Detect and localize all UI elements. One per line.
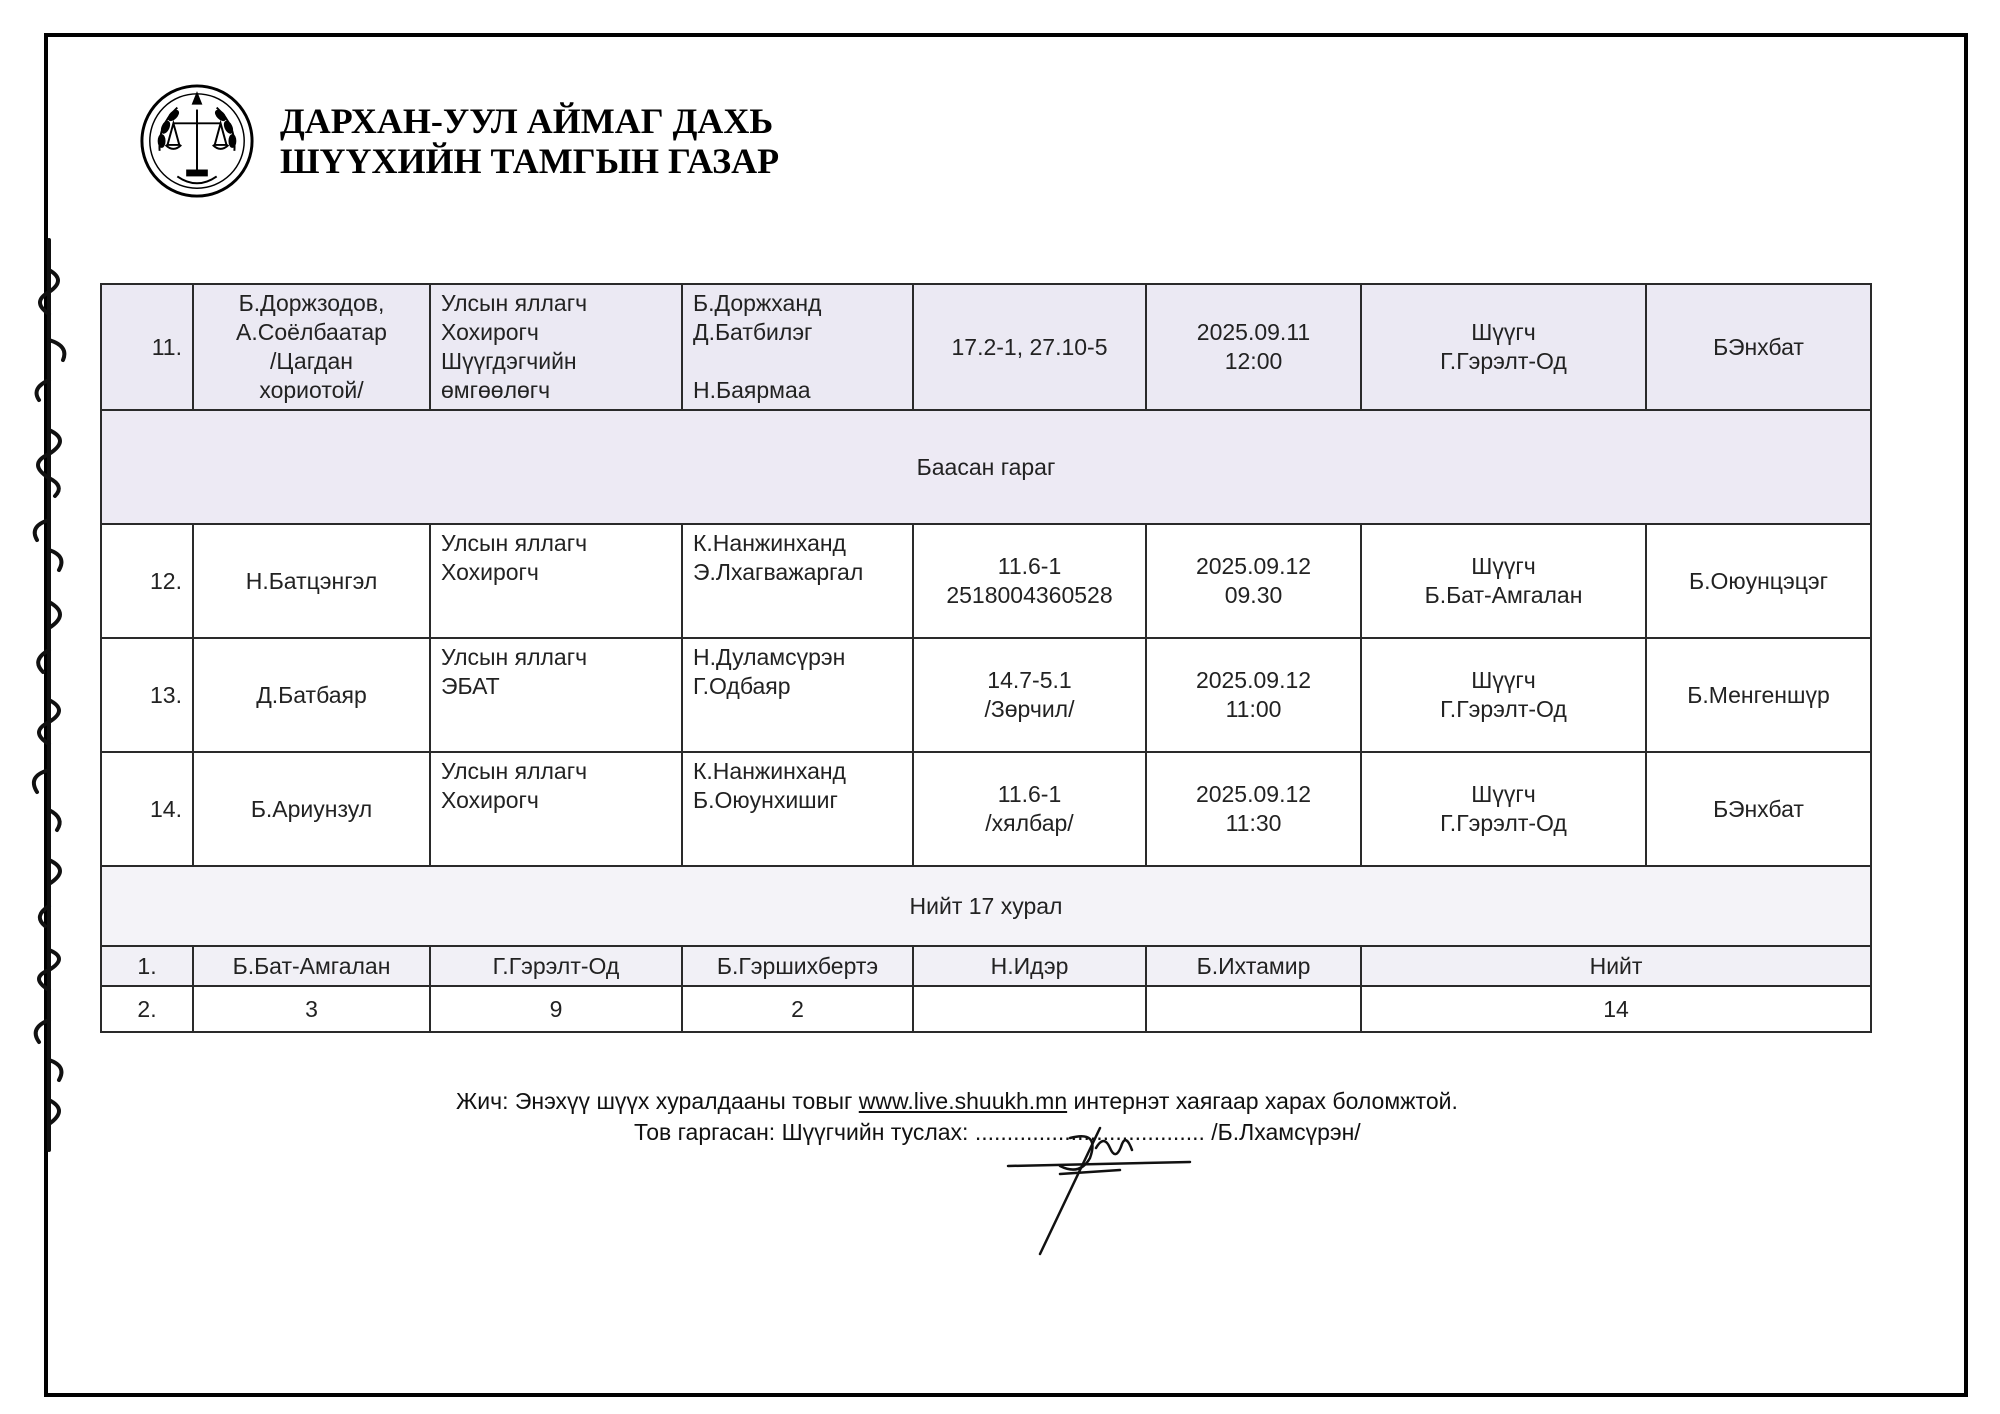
parties-cell bbox=[682, 284, 913, 410]
clerk-cell: БЭнхбат bbox=[1646, 752, 1871, 866]
schedule-table bbox=[100, 283, 1872, 1033]
cell-line: 11:00 bbox=[1225, 696, 1282, 722]
defendant-cell bbox=[193, 284, 430, 410]
cell-line: 2518004360528 bbox=[946, 582, 1113, 608]
summary-cell: 14 bbox=[1361, 986, 1871, 1032]
organization-name-line1: ДАРХАН-УУЛ АЙМАГ ДАХЬ bbox=[280, 101, 774, 141]
cell-line: 12:00 bbox=[1224, 348, 1283, 374]
summary-cell: 2 bbox=[682, 986, 913, 1032]
article-cell bbox=[913, 752, 1146, 866]
cell-line: Н.Баярмаа bbox=[693, 377, 811, 403]
parties-cell bbox=[682, 752, 913, 866]
schedule-website-link[interactable]: www.live.shuukh.mn bbox=[858, 1088, 1068, 1114]
cell-line: өмгөөлөгч bbox=[441, 377, 551, 403]
hearing-row bbox=[101, 284, 1871, 410]
defendant-cell bbox=[193, 638, 430, 752]
judge-cell bbox=[1361, 524, 1646, 638]
issued-by-line: Тов гаргасан: Шүүгчийн туслах: .................................... /Б.Лхамсүрэн/ bbox=[634, 1119, 1361, 1145]
signature bbox=[1000, 1118, 1200, 1258]
cell-line: Б.Ариунзул bbox=[250, 795, 373, 822]
cell-line: Хохирогч bbox=[441, 559, 539, 585]
note-suffix: интернэт хаягаар харах боломжтой. bbox=[1067, 1088, 1458, 1114]
cell-line: А.Соёлбаатар bbox=[236, 319, 387, 345]
cell-line: 11.6-1 bbox=[997, 781, 1062, 807]
summary-cell: Н.Идэр bbox=[913, 946, 1146, 986]
cell-line: 11:30 bbox=[1225, 810, 1282, 836]
row-number: 13. bbox=[101, 638, 193, 752]
cell-line: 2025.09.11 bbox=[1196, 319, 1311, 345]
datetime-cell bbox=[1146, 638, 1361, 752]
article-cell bbox=[913, 284, 1146, 410]
cell-line: К.Нанжинханд bbox=[693, 758, 846, 784]
parties-cell bbox=[682, 524, 913, 638]
article-cell bbox=[913, 524, 1146, 638]
row-number: 12. bbox=[101, 524, 193, 638]
participants-cell bbox=[430, 284, 682, 410]
clerk-cell: Б.Менгеншүр bbox=[1646, 638, 1871, 752]
cell-line: Шүүгч bbox=[1471, 319, 1536, 345]
judge-cell bbox=[1361, 752, 1646, 866]
cell-line: 2025.09.12 bbox=[1195, 667, 1312, 693]
cell-line: Н.Батцэнгэл bbox=[245, 567, 378, 594]
summary-cell: Г.Гэрэлт-Од bbox=[430, 946, 682, 986]
datetime-cell bbox=[1146, 284, 1361, 410]
summary-cell bbox=[913, 986, 1146, 1032]
cell-line: Г.Одбаяр bbox=[693, 673, 791, 699]
cell-line: Улсын яллагч bbox=[441, 644, 588, 670]
cell-line: Б.Доржханд bbox=[693, 290, 822, 316]
traditional-script-heading bbox=[18, 230, 80, 1160]
total-row bbox=[101, 866, 1871, 946]
cell-line: 14.7-5.1 bbox=[987, 667, 1072, 693]
cell-line: Б.Бат-Амгалан bbox=[1424, 582, 1583, 608]
clerk-cell: Б.Оюунцэцэг bbox=[1646, 524, 1871, 638]
judge-cell bbox=[1361, 638, 1646, 752]
cell-line: 11.6-1 bbox=[997, 553, 1062, 579]
cell-line: Шүүгч bbox=[1471, 781, 1536, 807]
cell-line: Шүүгдэгчийн bbox=[441, 348, 577, 374]
summary-cell bbox=[1146, 986, 1361, 1032]
cell-line: 2025.09.12 bbox=[1195, 553, 1312, 579]
hearing-row bbox=[101, 524, 1871, 638]
summary-cell: 3 bbox=[193, 986, 430, 1032]
cell-line: /хялбар/ bbox=[985, 810, 1074, 836]
summary-cell: Б.Ихтамир bbox=[1146, 946, 1361, 986]
hearing-schedule bbox=[100, 283, 1870, 1025]
summary-cell: 9 bbox=[430, 986, 682, 1032]
parties-cell bbox=[682, 638, 913, 752]
row-number: 14. bbox=[101, 752, 193, 866]
cell-line: 2025.09.12 bbox=[1195, 781, 1312, 807]
cell-line: Н.Дуламсүрэн bbox=[693, 644, 846, 670]
note-line bbox=[456, 1088, 1576, 1115]
note-prefix: Жич: Энэхүү шүүх хуралдааны товыг bbox=[456, 1088, 859, 1114]
summary-cell: 1. bbox=[101, 946, 193, 986]
clerk-cell: БЭнхбат bbox=[1646, 284, 1871, 410]
cell-line: Хохирогч bbox=[441, 787, 539, 813]
cell-line: Г.Гэрэлт-Од bbox=[1440, 696, 1567, 722]
row-number: 11. bbox=[101, 284, 193, 410]
cell-line: Шүүгч bbox=[1471, 667, 1536, 693]
cell-line: Б.Доржзодов, bbox=[238, 290, 385, 316]
summary-counts-row bbox=[101, 986, 1871, 1032]
total-label: Нийт 17 хурал bbox=[101, 866, 1871, 946]
cell-line: хориотой/ bbox=[259, 377, 364, 403]
judge-cell bbox=[1361, 284, 1646, 410]
cell-line: Улсын яллагч bbox=[441, 758, 588, 784]
day-row bbox=[101, 410, 1871, 524]
cell-line: 09.30 bbox=[1224, 582, 1283, 608]
participants-cell bbox=[430, 638, 682, 752]
cell-line: Г.Гэрэлт-Од bbox=[1440, 810, 1567, 836]
organization-name-line2: ШҮҮХИЙН ТАМГЫН ГАЗАР bbox=[280, 141, 780, 181]
organization-name bbox=[280, 101, 779, 181]
court-emblem-icon bbox=[138, 82, 256, 200]
summary-cell: Б.Гэршихбертэ bbox=[682, 946, 913, 986]
datetime-cell bbox=[1146, 524, 1361, 638]
cell-line: Г.Гэрэлт-Од bbox=[1440, 348, 1567, 374]
defendant-cell bbox=[193, 524, 430, 638]
hearing-row bbox=[101, 638, 1871, 752]
hearing-row bbox=[101, 752, 1871, 866]
cell-line: Б.Оюунхишиг bbox=[693, 787, 838, 813]
summary-cell: Б.Бат-Амгалан bbox=[193, 946, 430, 986]
datetime-cell bbox=[1146, 752, 1361, 866]
cell-line: Э.Лхагважаргал bbox=[693, 559, 864, 585]
participants-cell bbox=[430, 524, 682, 638]
cell-line: /Зөрчил/ bbox=[984, 696, 1075, 722]
cell-line: Д.Батбаяр bbox=[256, 681, 367, 708]
article-cell bbox=[913, 638, 1146, 752]
summary-cell: Нийт bbox=[1361, 946, 1871, 986]
cell-line: Хохирогч bbox=[441, 319, 539, 345]
cell-line: 17.2-1, 27.10-5 bbox=[951, 333, 1108, 360]
cell-line: /Цагдан bbox=[270, 348, 353, 374]
defendant-cell bbox=[193, 752, 430, 866]
letterhead bbox=[138, 82, 779, 200]
participants-cell bbox=[430, 752, 682, 866]
cell-line: К.Нанжинханд bbox=[693, 530, 846, 556]
cell-line bbox=[693, 347, 902, 376]
cell-line: Улсын яллагч bbox=[441, 530, 588, 556]
cell-line: ЭБАТ bbox=[441, 673, 500, 699]
summary-cell: 2. bbox=[101, 986, 193, 1032]
summary-judges-row bbox=[101, 946, 1871, 986]
cell-line: Улсын яллагч bbox=[441, 290, 588, 316]
cell-line: Шүүгч bbox=[1471, 553, 1536, 579]
day-label: Баасан гараг bbox=[101, 410, 1871, 524]
cell-line: Д.Батбилэг bbox=[693, 319, 813, 345]
